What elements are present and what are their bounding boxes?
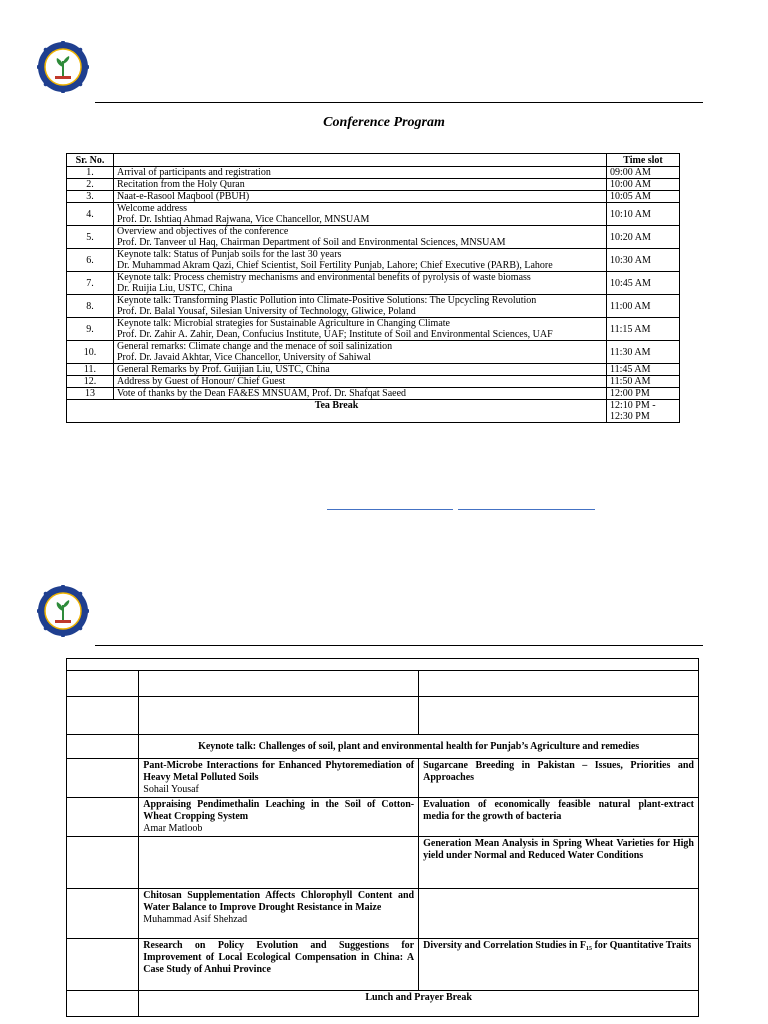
- event-title: Vote of thanks by the Dean FA&ES MNSUAM, Prof. Dr. Shafqat Saeed: [117, 388, 407, 399]
- program-header-row: [67, 154, 680, 167]
- header-event: [114, 154, 607, 167]
- program-row: [67, 191, 680, 203]
- event-cell: [114, 191, 607, 203]
- empty-cell: [67, 735, 139, 759]
- time-slot-cell: 09:00 AM: [607, 167, 680, 179]
- sr-no-cell: 5.: [67, 226, 114, 249]
- program-row: [67, 388, 680, 400]
- sessions-blank-row: [67, 671, 699, 697]
- sr-no-cell: 12.: [67, 376, 114, 388]
- empty-cell: [67, 659, 699, 671]
- header-time-slot: Time slot: [607, 154, 680, 167]
- header-sr-no: Sr. No.: [67, 154, 114, 167]
- presentation-cell: [419, 759, 699, 798]
- time-slot-cell: 10:45 AM: [607, 272, 680, 295]
- presentation-cell: [419, 837, 699, 889]
- link-underline-right: [458, 509, 595, 510]
- event-cell: [114, 249, 607, 272]
- event-speaker: Dr. Muhammad Akram Qazi, Chief Scientist, Soil Fertility Punjab, Lahore; Chief Executive (PARB), Lahore: [117, 260, 553, 271]
- event-title: Naat-e-Rasool Maqbool (PBUH): [117, 191, 250, 202]
- header-rule: [95, 102, 703, 103]
- empty-cell: [139, 697, 419, 735]
- tea-break-row: [67, 400, 680, 423]
- program-table: [66, 153, 680, 423]
- keynote-title: Keynote talk: Challenges of soil, plant and environmental health for Punjab’s Agriculture and remedies: [139, 735, 699, 759]
- sessions-table: [66, 658, 699, 1017]
- event-speaker: Prof. Dr. Tanveer ul Haq, Chairman Department of Soil and Environmental Sciences, MNSUAM: [117, 237, 506, 248]
- presentation-cell: [419, 798, 699, 837]
- presentation-row: [67, 759, 699, 798]
- presentation-author: Sohail Yousaf: [143, 784, 199, 795]
- presentation-row: [67, 798, 699, 837]
- program-row: [67, 364, 680, 376]
- time-slot-cell: 10:05 AM: [607, 191, 680, 203]
- program-row: [67, 167, 680, 179]
- presentation-title: Generation Mean Analysis in Spring Wheat Varieties for High yield under Normal and Reduced Water Conditions: [423, 838, 694, 861]
- empty-cell: [67, 697, 139, 735]
- presentation-cell: [419, 939, 699, 991]
- presentation-title: Sugarcane Breeding in Pakistan – Issues, Priorities and Approaches: [423, 760, 694, 783]
- empty-cell: [67, 798, 139, 837]
- program-row: [67, 376, 680, 388]
- university-seal-icon: [37, 585, 89, 637]
- presentation-title: Diversity and Correlation Studies in F₁₅ for Quantitative Traits: [423, 940, 692, 951]
- empty-cell: [67, 759, 139, 798]
- sr-no-cell: 13: [67, 388, 114, 400]
- presentation-cell: [139, 837, 419, 889]
- time-slot-cell: 10:30 AM: [607, 249, 680, 272]
- empty-cell: [67, 889, 139, 939]
- event-speaker: Dr. Ruijia Liu, USTC, China: [117, 283, 233, 294]
- empty-cell: [419, 671, 699, 697]
- sr-no-cell: 9.: [67, 318, 114, 341]
- presentation-row: [67, 837, 699, 889]
- presentation-title: Appraising Pendimethalin Leaching in the Soil of Cotton-Wheat Cropping System: [143, 799, 415, 822]
- event-title: Overview and objectives of the conference: [117, 226, 289, 237]
- event-cell: [114, 295, 607, 318]
- event-cell: [114, 167, 607, 179]
- event-title: General remarks: Climate change and the menace of soil salinization: [117, 341, 393, 352]
- empty-cell: [67, 837, 139, 889]
- event-speaker: Prof. Dr. Balal Yousaf, Silesian University of Technology, Gliwice, Poland: [117, 306, 416, 317]
- presentation-title: Evaluation of economically feasible natural plant-extract media for the growth of bacteria: [423, 799, 694, 822]
- event-cell: [114, 318, 607, 341]
- presentation-title: Research on Policy Evolution and Suggestions for Improvement of Local Ecological Compensation in China: A Case Study of Anhui Province: [143, 940, 415, 975]
- page-title: Conference Program: [323, 115, 445, 130]
- presentation-cell: [139, 759, 419, 798]
- event-cell: [114, 226, 607, 249]
- event-speaker: Prof. Dr. Zahir A. Zahir, Dean, Confucius Institute, UAF; Institute of Soil and Environmental Sciences, UAF: [117, 329, 553, 340]
- presentation-title: Chitosan Supplementation Affects Chlorophyll Content and Water Balance to Improve Drought Resistance in Maize: [143, 890, 415, 913]
- event-speaker: Prof. Dr. Ishtiaq Ahmad Rajwana, Vice Chancellor, MNSUAM: [117, 214, 370, 225]
- sessions-blank-row: [67, 697, 699, 735]
- empty-cell: [67, 939, 139, 991]
- link-underline-left: [327, 509, 453, 510]
- event-title: Address by Guest of Honour/ Chief Guest: [117, 376, 286, 387]
- presentation-title: Pant-Microbe Interactions for Enhanced Phytoremediation of Heavy Metal Polluted Soils: [143, 760, 415, 783]
- time-slot-cell: 10:00 AM: [607, 179, 680, 191]
- event-title: General Remarks by Prof. Guijian Liu, USTC, China: [117, 364, 330, 375]
- presentation-cell: [139, 889, 419, 939]
- time-slot-cell: 12:00 PM: [607, 388, 680, 400]
- sr-no-cell: 3.: [67, 191, 114, 203]
- event-title: Arrival of participants and registration: [117, 167, 271, 178]
- event-cell: [114, 341, 607, 364]
- program-row: [67, 341, 680, 364]
- empty-cell: [419, 697, 699, 735]
- event-title: Keynote talk: Transforming Plastic Pollution into Climate-Positive Solutions: The Upcycling Revolution: [117, 295, 537, 306]
- empty-cell: [67, 991, 139, 1017]
- time-slot-cell: 10:10 AM: [607, 203, 680, 226]
- presentation-cell: [419, 889, 699, 939]
- tea-break-label: Tea Break: [67, 400, 607, 423]
- program-row: [67, 226, 680, 249]
- event-cell: [114, 179, 607, 191]
- sessions-top-row: [67, 659, 699, 671]
- sr-no-cell: 2.: [67, 179, 114, 191]
- empty-cell: [139, 671, 419, 697]
- sr-no-cell: 10.: [67, 341, 114, 364]
- time-slot-cell: 11:30 AM: [607, 341, 680, 364]
- program-row: [67, 272, 680, 295]
- sr-no-cell: 8.: [67, 295, 114, 318]
- event-cell: [114, 388, 607, 400]
- program-row: [67, 203, 680, 226]
- event-speaker: Prof. Dr. Javaid Akhtar, Vice Chancellor, University of Sahiwal: [117, 352, 371, 363]
- sr-no-cell: 6.: [67, 249, 114, 272]
- keynote-row: [67, 735, 699, 759]
- event-title: Keynote talk: Microbial strategies for Sustainable Agriculture in Changing Climate: [117, 318, 450, 329]
- time-slot-cell: 11:15 AM: [607, 318, 680, 341]
- event-cell: [114, 364, 607, 376]
- event-cell: [114, 272, 607, 295]
- time-slot-cell: 11:50 AM: [607, 376, 680, 388]
- tea-break-time: [607, 400, 680, 423]
- program-row: [67, 179, 680, 191]
- time-slot-cell: 11:45 AM: [607, 364, 680, 376]
- program-row: [67, 249, 680, 272]
- university-logo: [37, 41, 89, 93]
- sr-no-cell: 4.: [67, 203, 114, 226]
- presentation-row: [67, 939, 699, 991]
- program-row: [67, 295, 680, 318]
- sr-no-cell: 11.: [67, 364, 114, 376]
- sr-no-cell: 1.: [67, 167, 114, 179]
- university-seal-icon: [37, 41, 89, 93]
- event-title: Keynote talk: Status of Punjab soils for the last 30 years: [117, 249, 342, 260]
- header-rule: [95, 645, 703, 646]
- event-title: Keynote talk: Process chemistry mechanisms and environmental benefits of pyrolysis of waste biomass: [117, 272, 531, 283]
- program-row: [67, 318, 680, 341]
- presentation-cell: [139, 798, 419, 837]
- tea-break-time-line: 12:10 PM -: [610, 400, 656, 411]
- time-slot-cell: 10:20 AM: [607, 226, 680, 249]
- time-slot-cell: 11:00 AM: [607, 295, 680, 318]
- empty-cell: [67, 671, 139, 697]
- lunch-row: [67, 991, 699, 1017]
- university-logo: [37, 585, 89, 637]
- presentation-author: Muhammad Asif Shehzad: [143, 914, 248, 925]
- event-title: Recitation from the Holy Quran: [117, 179, 245, 190]
- sr-no-cell: 7.: [67, 272, 114, 295]
- presentation-author: Amar Matloob: [143, 823, 203, 834]
- event-cell: [114, 376, 607, 388]
- presentation-cell: [139, 939, 419, 991]
- lunch-break-label: Lunch and Prayer Break: [139, 991, 699, 1017]
- event-title: Welcome address: [117, 203, 187, 214]
- event-cell: [114, 203, 607, 226]
- tea-break-time-line: 12:30 PM: [610, 411, 650, 422]
- presentation-row: [67, 889, 699, 939]
